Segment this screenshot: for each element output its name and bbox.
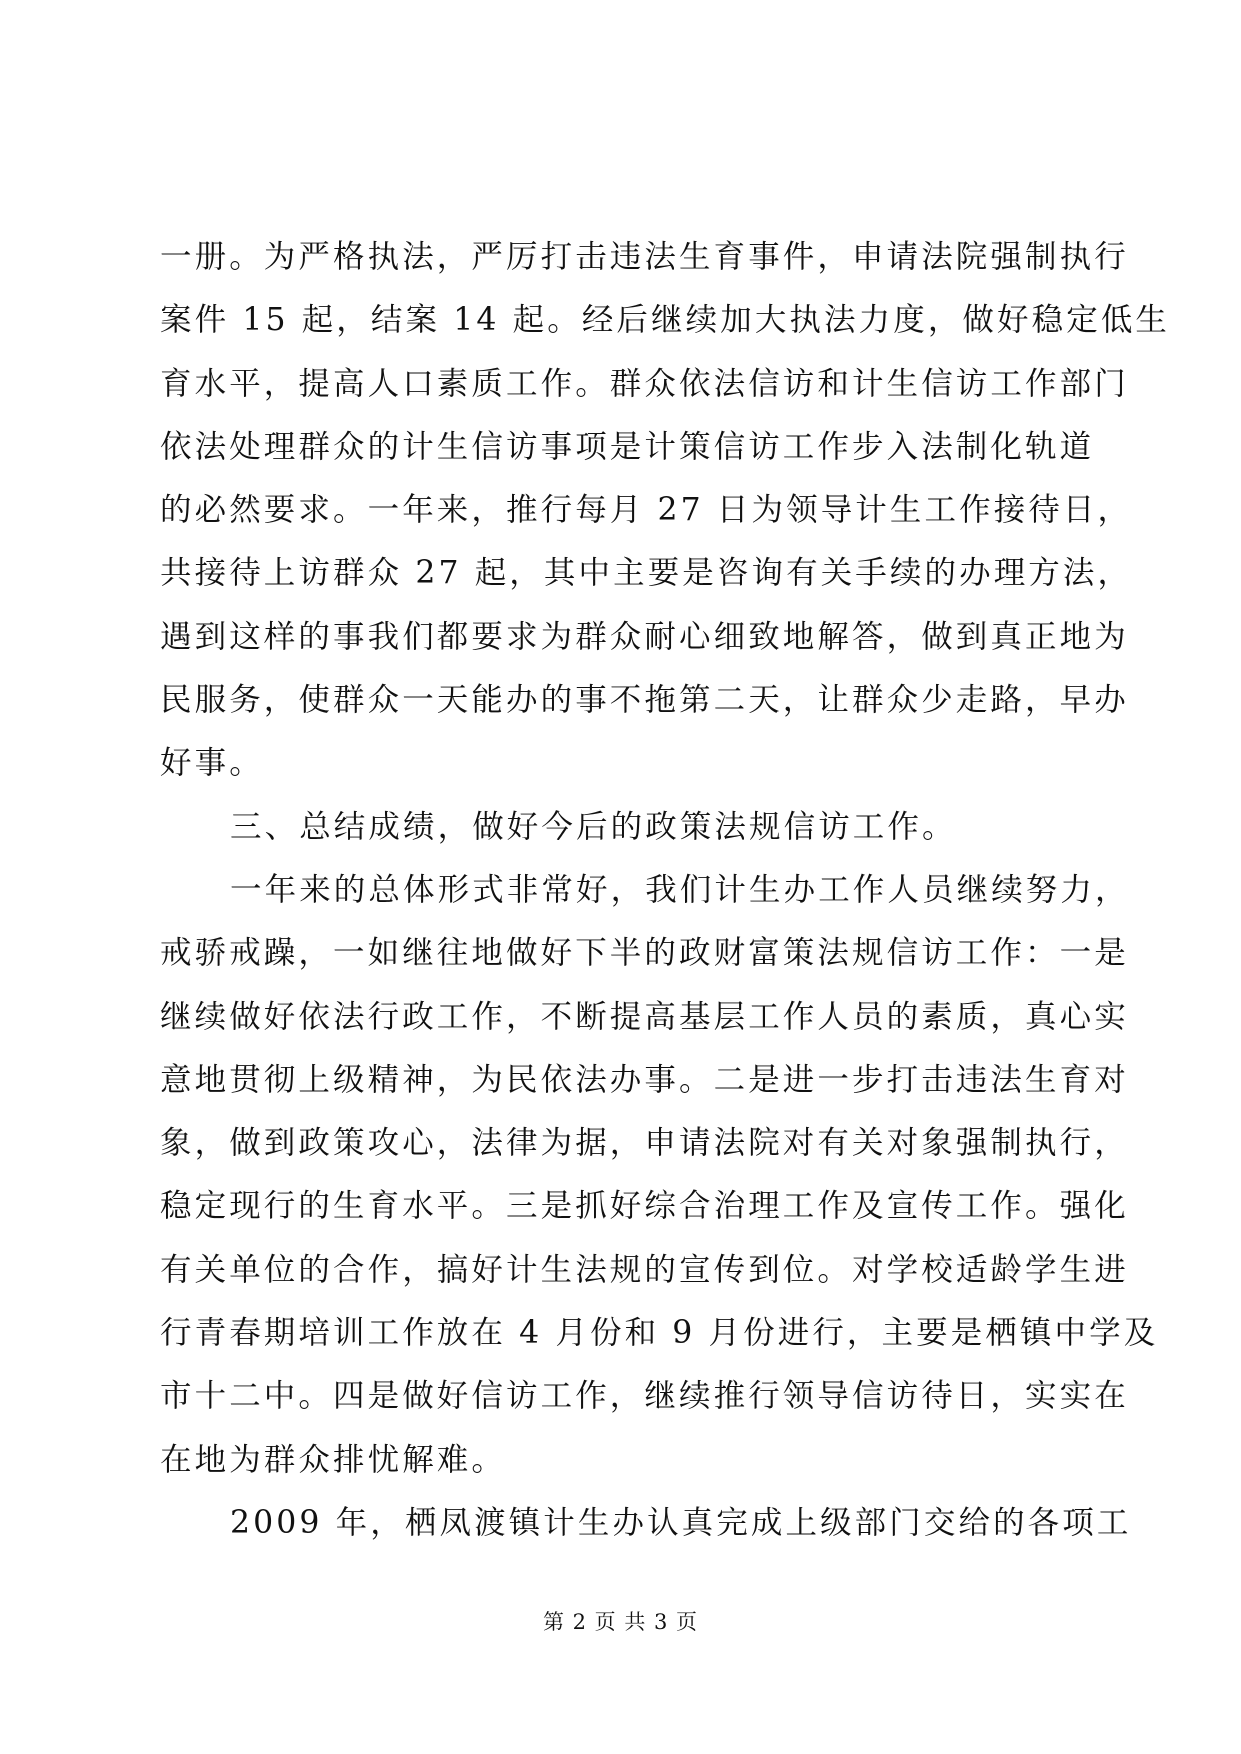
text-line: 民服务，使群众一天能办的事不拖第二天，让群众少走路，早办	[160, 682, 1129, 719]
page-number-footer: 第 2 页 共 3 页	[542, 1610, 699, 1634]
text-line: 戒骄戒躁，一如继往地做好下半的政财富策法规信访工作：一是	[160, 935, 1129, 972]
text-line: 继续做好依法行政工作，不断提高基层工作人员的素质，真心实	[160, 998, 1129, 1035]
text-line: 有关单位的合作，搞好计生法规的宣传到位。对学校适龄学生进	[160, 1251, 1129, 1288]
text-line: 一册。为严格执法，严厉打击违法生育事件，申请法院强制执行	[160, 239, 1129, 275]
text-line: 行青春期培训工作放在 4 月份和 9 月份进行，主要是栖镇中学及	[160, 1315, 1159, 1352]
text-line: 象，做到政策攻心，法律为据，申请法院对有关对象强制执行，	[160, 1125, 1129, 1162]
text-line: 2009 年，栖凤渡镇计生办认真完成上级部门交给的各项工	[230, 1504, 1132, 1541]
text-line: 一年来的总体形式非常好，我们计生办工作人员继续努力，	[230, 871, 1130, 908]
text-line: 遇到这样的事我们都要求为群众耐心细致地解答，做到真正地为	[160, 618, 1129, 655]
text-line: 育水平，提高人口素质工作。群众依法信访和计生信访工作部门	[160, 365, 1129, 402]
text-line: 案件 15 起，结案 14 起。经后继续加大执法力度，做好稳定低生	[160, 302, 1171, 339]
text-line: 在地为群众排忧解难。	[160, 1441, 507, 1478]
document-body	[160, 226, 1171, 1555]
text-line: 市十二中。四是做好信访工作，继续推行领导信访待日，实实在	[160, 1378, 1129, 1415]
text-line: 的必然要求。一年来，推行每月 27 日为领导计生工作接待日，	[160, 492, 1133, 529]
text-line: 意地贯彻上级精神，为民依法办事。二是进一步打击违法生育对	[160, 1061, 1129, 1098]
text-line: 依法处理群众的计生信访事项是计策信访工作步入法制化轨道	[160, 428, 1095, 465]
text-line: 共接待上访群众 27 起，其中主要是咨询有关手续的办理方法，	[160, 555, 1133, 592]
section-heading: 三、总结成绩，做好今后的政策法规信访工作。	[230, 808, 957, 845]
text-line: 稳定现行的生育水平。三是抓好综合治理工作及宣传工作。强化	[160, 1188, 1129, 1225]
text-line: 好事。	[160, 745, 264, 782]
